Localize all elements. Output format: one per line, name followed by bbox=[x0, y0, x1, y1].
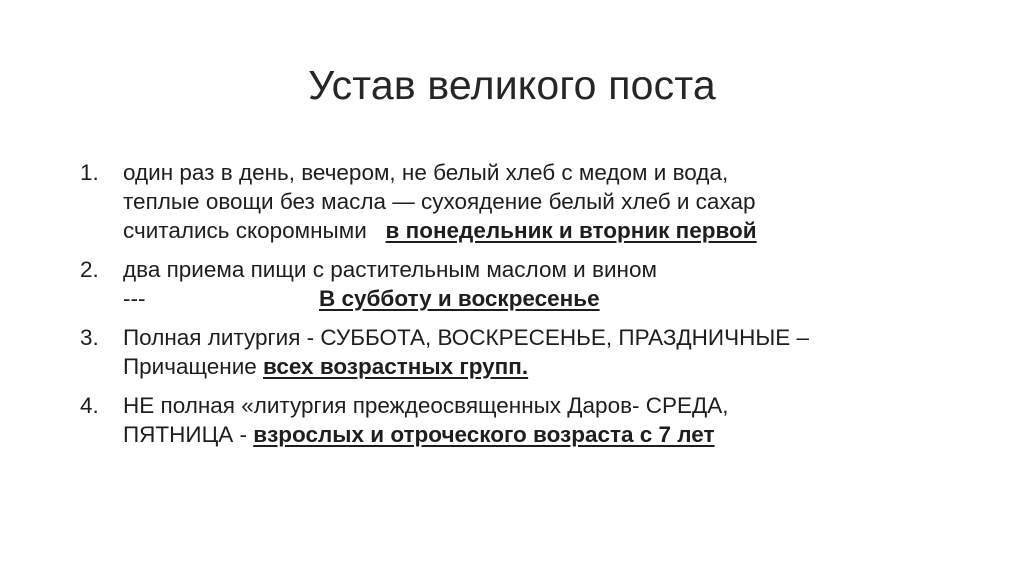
list-item bbox=[80, 391, 960, 449]
list-item-text: Причащение bbox=[123, 354, 257, 379]
list-item bbox=[80, 158, 960, 245]
list-item-number: 2. bbox=[80, 257, 99, 282]
list-item-text: Полная литургия - СУББОТА, ВОСКРЕСЕНЬЕ, ПРАЗДНИЧНЫЕ – bbox=[123, 325, 810, 350]
list-item-text: теплые овощи без масла — сухоядение белый хлеб и сахар bbox=[123, 189, 756, 214]
list-item-text: один раз в день, вечером, не белый хлеб с медом и вода, bbox=[123, 160, 729, 185]
list-item-emphasis: В субботу и воскресенье bbox=[319, 286, 600, 311]
list-item-text: ПЯТНИЦА - bbox=[123, 422, 247, 447]
list-item-text: НЕ полная «литургия преждеосвященных Даров- СРЕДА, bbox=[123, 393, 729, 418]
list-item-number: 1. bbox=[80, 160, 99, 185]
list-item-emphasis: всех возрастных групп. bbox=[263, 354, 529, 379]
slide-title: Устав великого поста bbox=[308, 62, 716, 108]
list-item-text: считались скоромными bbox=[123, 218, 367, 243]
list-item-number: 4. bbox=[80, 393, 99, 418]
numbered-list bbox=[80, 158, 960, 459]
list-item-dashes: --- bbox=[123, 286, 146, 311]
list-item bbox=[80, 323, 960, 381]
list-item-text: два приема пищи с растительным маслом и вином bbox=[123, 257, 657, 282]
list-item bbox=[80, 255, 960, 313]
list-item-number: 3. bbox=[80, 325, 99, 350]
list-item-emphasis: взрослых и отроческого возраста с 7 лет bbox=[253, 422, 715, 447]
list-item-emphasis: в понедельник и вторник первой bbox=[385, 218, 757, 243]
